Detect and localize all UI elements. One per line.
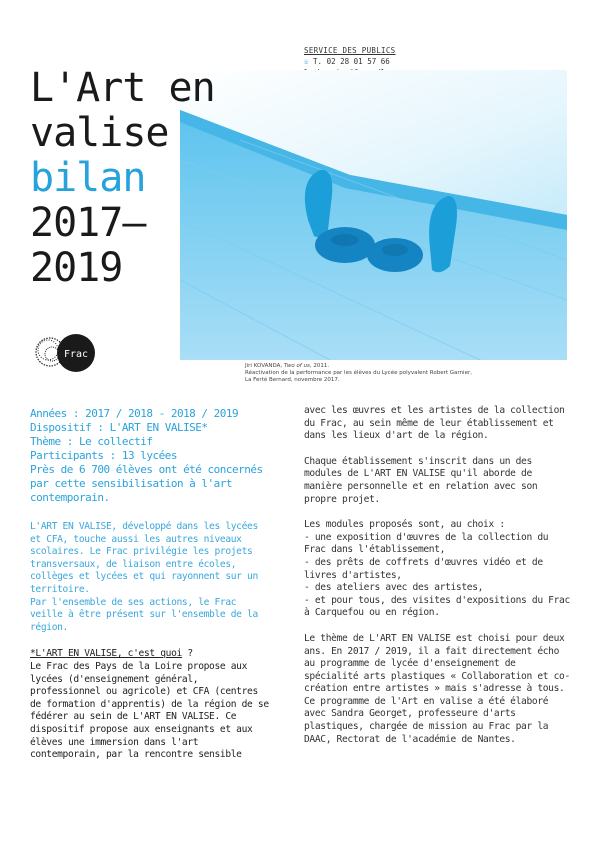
what-heading-end: ? [181, 648, 193, 660]
frac-logo [28, 322, 98, 382]
phone-line [304, 56, 403, 67]
module-item: - une exposition d'œuvres de la collection du Frac dans l'établissement, [304, 531, 549, 556]
meta-years: Années : 2017 / 2018 - 2018 / 2019 [30, 407, 239, 420]
intro-p2: Par l'ensemble de ses actions, le Frac veille à être présent sur l'ensemble de la région. [30, 596, 258, 633]
shoes-photo [180, 70, 567, 360]
right-column [304, 405, 572, 759]
caption-line-2: Réactivation de la performance par les élèves du Lycée polyvalent Robert Garnier, [245, 370, 472, 376]
module-item: - et pour tous, des visites d'expositions du Frac à Carquefou ou en région. [304, 594, 570, 619]
right-p1: avec les œuvres et les artistes de la collection du Frac, au sein même de leur établissement et dans les lieux d'art de la région. [304, 405, 565, 442]
meta-participants: Participants : 13 lycées [30, 449, 177, 462]
what-body: Le Frac des Pays de la Loire propose aux lycées (d'enseignement général, professionnel ou agricole) et CFA (centres de formation d'apprentis) de la région de se fédérer au sein de L'ART EN VALISE. Ce dispositif propose aux enseignants et aux élèves une immersion dans l'art contemporain, par la rencontre sensible [30, 660, 269, 761]
phone-number: T. 02 28 01 57 66 [313, 57, 390, 66]
right-p2: Chaque établissement s'inscrit dans un des modules de L'ART EN VALISE qu'il aborde de manière personnelle et en relation avec son propre projet. [304, 455, 538, 505]
module-item: - des ateliers avec des artistes, [304, 582, 484, 594]
caption-artist: Jiri KOVANDA, [245, 363, 284, 369]
modules-intro: Les modules proposés sont, au choix : [304, 519, 505, 531]
title-line-4: 2017– [30, 200, 146, 246]
photo-caption [245, 363, 575, 384]
caption-work: Two of us [283, 363, 310, 369]
module-item: - des prêts de coffrets d'œuvres vidéo et de livres d'artistes, [304, 556, 543, 581]
meta-device: Dispositif : L'ART EN VALISE* [30, 421, 208, 434]
what-heading [30, 648, 270, 661]
title-line-1: L'Art en [30, 65, 215, 111]
intro-paragraph [30, 521, 270, 634]
right-p4: Le thème de L'ART EN VALISE est choisi pour deux ans. En 2017 / 2019, il a fait directement écho au programme de lycée d'enseignement de spécialité arts plastiques « Collaboration et co-création entre artistes » mais s'adresse à tous. Ce programme de l'Art en valise a été élaboré avec Sandra Georget, professeure d'arts plastiques, chargée de mission au Frac par la DAAC, Rectorat de l'académie de Nantes. [304, 632, 570, 745]
intro-p1: L'ART EN VALISE, développé dans les lycées et CFA, touche aussi les autres niveaux scolaires. Le Frac privilégie les projets transversaux, de liaison entre écoles, collèges et lycées et qui rayonnent sur un territoire. [30, 521, 258, 595]
title-line-5: 2019 [30, 245, 123, 291]
photo-illustration [180, 70, 567, 360]
left-column [30, 407, 270, 762]
service-label: SERVICE DES PUBLICS [304, 46, 396, 55]
page-title [30, 66, 215, 291]
meta-theme: Thème : Le collectif [30, 435, 153, 448]
meta-summary: Près de 6 700 élèves ont été concernés par cette sensibilisation à l'art contemporain. [30, 463, 263, 504]
caption-year: , 2011. [309, 363, 330, 369]
phone-icon: ☏ [304, 57, 309, 66]
title-line-3: bilan [30, 155, 146, 201]
caption-line-3: La Ferté Bernard, novembre 2017. [245, 377, 340, 383]
project-meta [30, 407, 270, 505]
what-section [30, 648, 270, 761]
modules-list [304, 519, 572, 620]
title-line-2: valise [30, 110, 169, 156]
logo-text: Frac [63, 349, 89, 360]
what-heading-text: *L'ART EN VALISE, c'est quoi [30, 648, 182, 660]
